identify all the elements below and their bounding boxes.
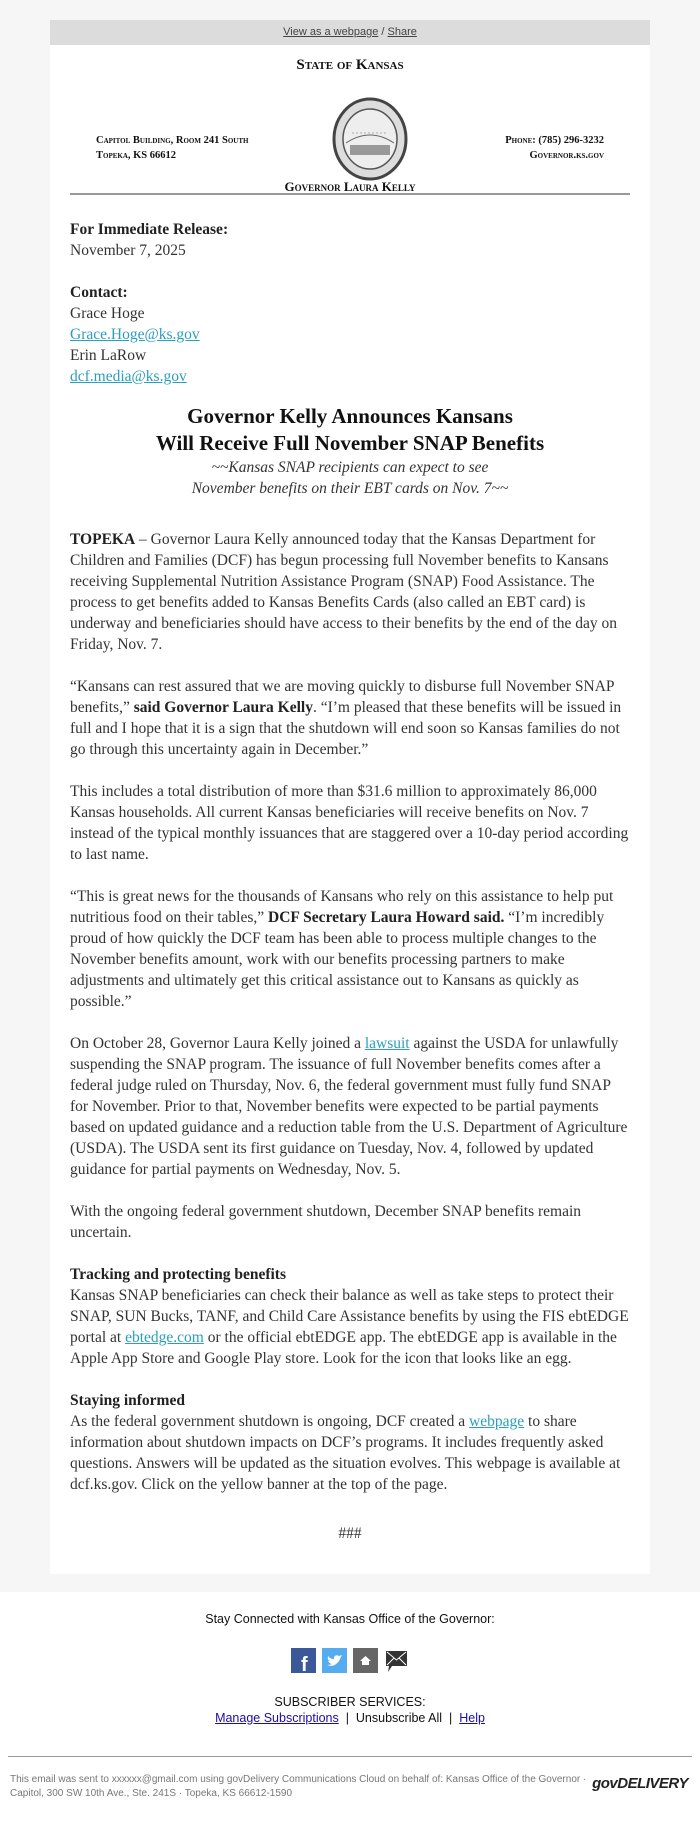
press-release-body: [50, 195, 650, 1574]
paragraph: [70, 886, 630, 1012]
address: [96, 133, 248, 163]
help-link[interactable]: Help: [459, 1711, 485, 1725]
section-heading: Staying informed: [70, 1392, 185, 1409]
headline-line: Governor Kelly Announces Kansans: [187, 404, 513, 428]
separator: |: [449, 1711, 453, 1725]
email-card: [50, 20, 650, 1574]
text: “This is great news for the thousands of Kansans who rely on this assistance to help put nutritious food on their tables,”: [70, 888, 614, 926]
governor-name: Governor Laura Kelly: [284, 179, 416, 194]
phone: Phone: (785) 296-3232: [505, 135, 604, 146]
separator: |: [345, 1711, 349, 1725]
text: – Governor Laura Kelly announced today that the Kansas Department for Children and Families (DCF) has begun processing full November benefits to Kansans receiving Supplemental Nutrition Assistance Program (SNAP) Food Assistance. The process to get benefits added to Kansas Benefits Cards (also called an EBT card) is underway and beneficiaries should have access to their benefits by the end of the day on Friday, Nov. 7.: [70, 531, 618, 653]
contact-email-link[interactable]: Grace.Hoge@ks.gov: [70, 326, 200, 343]
contact-name: Grace Hoge: [70, 305, 145, 322]
subscriber-label: SUBSCRIBER SERVICES:: [274, 1695, 426, 1709]
paragraph: With the ongoing federal government shutdown, December SNAP benefits remain uncertain.: [70, 1203, 582, 1241]
subheadline-line: November benefits on their EBT cards on Nov. 7~~: [191, 480, 509, 497]
stay-connected-text: Stay Connected with Kansas Office of the Governor:: [205, 1612, 495, 1626]
subscriber-services: [0, 1694, 700, 1726]
release-date: November 7, 2025: [70, 242, 186, 259]
social-icons: [0, 1648, 700, 1674]
paragraph: [70, 1264, 630, 1369]
top-bar: [50, 20, 650, 45]
view-webpage-link[interactable]: View as a webpage: [283, 26, 379, 38]
kansas-seal-icon: [332, 97, 408, 186]
text: against the USDA for unlawfully suspending the SNAP program. The issuance of full November benefits comes after a federal judge ruled on Thursday, Nov. 6, the federal government must fully fund SNAP for November. Prior to that, November benefits were expected to be partial payments based on updated guidance and a reduction table from the U.S. Department of Agriculture (USDA). The USDA sent its first guidance on Tuesday, Nov. 4, followed by updated guidance for partial payments on Wednesday, Nov. 5.: [70, 1035, 628, 1178]
headline-line: Will Receive Full November SNAP Benefits: [155, 431, 545, 455]
text: “I’m incredibly proud of how quickly the DCF team has been able to process multiple changes to the November benefits amount, work with our benefits processing partners to make adjustments and ultimately get this critical assistance out to Kansans as quickly as possible.”: [70, 909, 605, 1010]
unsubscribe-all[interactable]: Unsubscribe All: [355, 1711, 443, 1725]
address-line: Capitol Building, Room 241 South: [96, 135, 249, 146]
share-link[interactable]: Share: [387, 26, 417, 38]
paragraph: This includes a total distribution of more than $31.6 million to approximately 86,000 Kansas households. All current Kansas beneficiaries will receive benefits on Nov. 7 instead of the typical monthly issuances that are staggered over a 10-day period according to last name.: [70, 783, 629, 863]
attribution: said Governor Laura Kelly: [133, 699, 313, 716]
text: to share information about shutdown impacts on DCF’s programs. It includes frequently asked questions. Answers will be updated as the situation evolves. This webpage is available at dcf.ks.gov. Click on the yellow banner at the top of the page.: [70, 1413, 621, 1493]
release-info: [70, 219, 630, 261]
svg-text:f: f: [301, 1654, 308, 1673]
home-icon[interactable]: [353, 1648, 378, 1673]
twitter-icon[interactable]: [322, 1648, 347, 1673]
contact-label: Contact:: [70, 284, 128, 301]
paragraph: [70, 529, 630, 655]
lawsuit-link[interactable]: lawsuit: [364, 1035, 410, 1052]
text: Kansas SNAP beneficiaries can check their balance as well as take steps to protect their SNAP, SUN Bucks, TANF, and Child Care Assistance benefits by using the FIS ebtEDGE portal at: [70, 1287, 629, 1346]
website: Governor.ks.gov: [529, 150, 604, 161]
legal-line: This email was sent to xxxxxx@gmail.com using govDelivery Communications Cloud on behalf of: Kansas Office of the Governor ·: [10, 1774, 587, 1785]
paragraph: [70, 1033, 630, 1180]
section-heading: Tracking and protecting benefits: [70, 1266, 287, 1283]
subheadline: [70, 457, 630, 499]
contact-email-link[interactable]: dcf.media@ks.gov: [70, 368, 187, 385]
text: or the official ebtEDGE app. The ebtEDGE app is available in the Apple App Store and Google Play store. Look for the icon that looks like an egg.: [70, 1329, 617, 1367]
ebtedge-link[interactable]: ebtedge.com: [125, 1329, 204, 1346]
state-title: State of Kansas: [296, 57, 404, 73]
govdelivery-logo[interactable]: [592, 1775, 688, 1792]
subheadline-line: ~~Kansas SNAP recipients can expect to see: [211, 459, 489, 476]
attribution: DCF Secretary Laura Howard said.: [268, 909, 505, 926]
end-marker: ###: [338, 1525, 362, 1542]
contact-block: [70, 282, 630, 387]
release-label: For Immediate Release:: [70, 221, 229, 238]
dateline: TOPEKA: [70, 531, 136, 548]
manage-subscriptions-link[interactable]: Manage Subscriptions: [215, 1711, 339, 1725]
brand-text: govDELIVERY: [592, 1775, 688, 1792]
legal-text: [0, 1757, 700, 1801]
contact-info: [505, 133, 604, 163]
email-icon[interactable]: [384, 1648, 409, 1673]
separator: /: [378, 26, 388, 38]
paragraph: [70, 676, 630, 760]
headline: [70, 403, 630, 457]
text: On October 28, Governor Laura Kelly joined a: [70, 1035, 365, 1052]
text: As the federal government shutdown is ongoing, DCF created a: [70, 1413, 470, 1430]
footer: [0, 1612, 700, 1801]
webpage-link[interactable]: webpage: [469, 1413, 525, 1430]
paragraph: [70, 1390, 630, 1495]
contact-name: Erin LaRow: [70, 347, 147, 364]
letterhead: [70, 45, 630, 195]
address-line: Topeka, KS 66612: [96, 150, 177, 161]
text: . “I’m pleased that these benefits will be issued in full and I hope that it is a sign that the shutdown will end soon so Kansas families do not go through this uncertainty again in December.”: [70, 699, 622, 758]
facebook-icon[interactable]: [291, 1648, 316, 1673]
text: “Kansans can rest assured that we are moving quickly to disburse full November SNAP benefits,”: [70, 678, 614, 716]
legal-line: Capitol, 300 SW 10th Ave., Ste. 241S · Topeka, KS 66612-1590: [10, 1788, 293, 1799]
